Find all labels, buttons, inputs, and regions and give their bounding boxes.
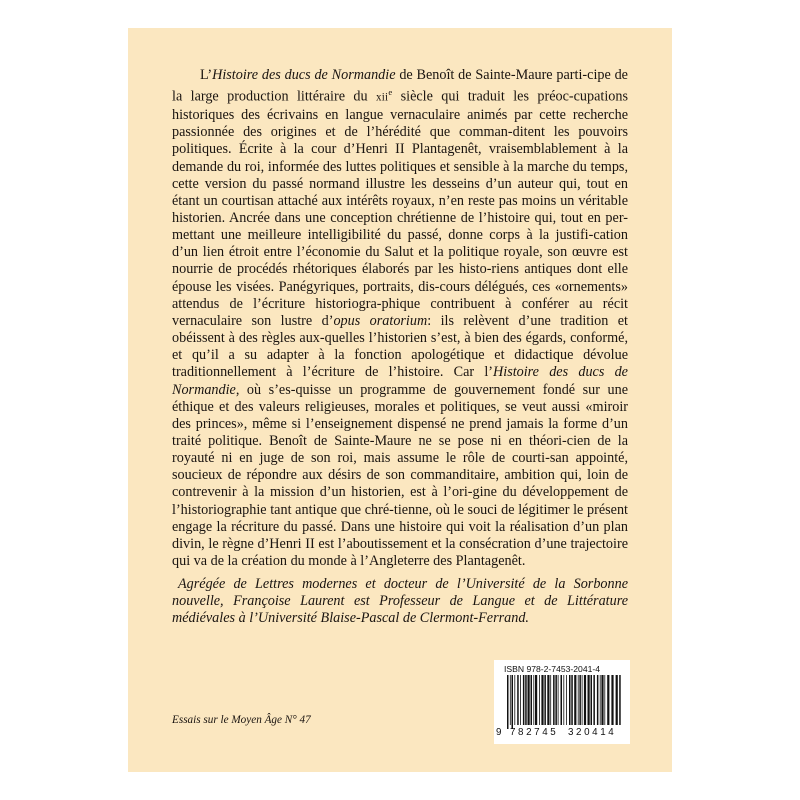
barcode-bar (531, 675, 533, 725)
barcode-bar (588, 675, 590, 725)
barcode-bar (558, 675, 559, 725)
barcode-bar (555, 675, 557, 725)
barcode-bar (578, 675, 579, 725)
ordinal-suffix: e (388, 87, 393, 98)
barcode-digits-left: 782745 (510, 727, 559, 738)
text-run: , où s’es-quisse un programme de gouvernement fondé sur une éthique et des valeurs religieuses, morales et politiques, se veut aussi «miroir des princes», même si l’enseignement dispensé ne prend jamais la forme d’un traité politique. Benoît de Sainte-Maure ne se pose ni en théori-cien de la royauté ni en juge de son roi, mais assume le rôle de courti-san appointé, soucieux de répondre aux désirs de son commanditaire, ambition qui, loin de contrevenir à la mission d’un historien, est à l’ori-gine du développement de l’historiographie tant antique que chré-tienne, où le souci de légitimer le présent engage la récriture du passé. Dans une histoire qui voit la réalisation d’un plan divin, le règne d’Henri II est l’aboutissement et la consécration d’une trajectoire qui va de la création du monde à l’Angleterre des Plantagenêt. (172, 381, 628, 570)
series-label: Essais sur le Moyen Âge N° 47 (172, 714, 311, 726)
barcode-bar (507, 675, 509, 729)
barcode-bar (523, 675, 525, 725)
barcode-bar (520, 675, 521, 725)
barcode-bar (607, 675, 609, 725)
barcode-bar (563, 675, 564, 725)
text-run: de Benoît de Sainte-Maure parti-cipe de la large production littéraire du (172, 67, 628, 105)
book-title: Histoire des ducs de Normandie (212, 67, 396, 83)
text-run: siècle qui traduit les préoc-cupations historiques des écrivains en langue vernaculaire animés par cette recherche passionnée des origines et de l’hérédité que comman-ditent les pouvoirs politiques. Écrite à la cour d’Henri II Plantagenêt, vraisemblablement à la demande du roi, informée des luttes politiques et sensible à la marche du temps, cette version du passé normand illustre les desseins d’un auteur qui, tout en étant un courtisan attaché aux intérêts royaux, n’en reste pas moins un véritable historien. Ancrée dans une conception chrétienne de l’histoire qui, tout en per-mettant une meilleure intelligibilité du passé, donne corps à la justifi-cation d’un lien étroit entre l’économie du Salut et la politique royale, son œuvre est nourrie de procédés rhétoriques élaborés par les histo-riens antiques dont elle épouse les visées. Panégyriques, portraits, dis-cours délégués, ces «ornements» attendus de l’écriture historiogra-phique contribuent à conférer au récit vernaculaire son lustre d’ (172, 88, 628, 329)
latin-term: opus oratorium (333, 312, 428, 329)
barcode-bar (604, 675, 605, 725)
description-text (172, 67, 628, 570)
barcode-bar (584, 675, 586, 725)
barcode-bar (582, 675, 583, 725)
barcode-digit-prefix: 9 (496, 727, 502, 738)
barcode-bar (517, 675, 519, 725)
barcode-bar (539, 675, 540, 725)
barcode-bars (506, 675, 622, 729)
isbn-label: ISBN 978-2-7453-2041-4 (504, 664, 601, 674)
barcode (494, 660, 630, 744)
text-run: L’ (200, 67, 213, 83)
barcode-bar (535, 675, 537, 725)
barcode-bar (553, 675, 555, 725)
barcode-bar (593, 675, 595, 725)
century-numeral: xii (375, 91, 389, 104)
barcode-bar (547, 675, 549, 725)
barcode-bar (541, 675, 543, 725)
barcode-bar (512, 675, 514, 729)
barcode-bar (574, 675, 576, 725)
barcode-bar (571, 675, 573, 725)
barcode-bar (528, 675, 530, 725)
barcode-bar (510, 675, 511, 725)
barcode-bar (597, 675, 599, 725)
barcode-digits-right: 320414 (568, 727, 617, 738)
barcode-bar (550, 675, 551, 725)
barcode-bar (600, 675, 601, 725)
barcode-bar (616, 675, 618, 725)
description-paragraph (172, 67, 628, 570)
barcode-bar (619, 675, 621, 725)
barcode-bar (525, 675, 527, 725)
barcode-bar (561, 675, 563, 725)
barcode-bar (611, 675, 613, 725)
barcode-bar (579, 675, 581, 725)
author-bio: Agrégée de Lettres modernes et docteur de l’Université de la Sorbonne nouvelle, Françoise Laurent est Professeur de Langue et de Littérature médiévales à l’Université Blaise-Pascal de Clermont-Ferrand. (172, 576, 628, 627)
barcode-bar (566, 675, 567, 725)
book-title: Histoire des ducs de Normandie (172, 364, 628, 398)
barcode-bar (514, 675, 515, 725)
text-run: : ils relèvent d’une tradition et obéissent à des règles aux-quelles l’historien s’est, à bien des égards, conformé, et qu’il a su adapter à la fonction apologétique et didactique dévolue traditionnellement à l’écriture de l’histoire. Car l’ (172, 312, 628, 381)
barcode-bar (591, 675, 593, 725)
barcode-bar (544, 675, 546, 725)
barcode-bar (601, 675, 603, 725)
barcode-bar (569, 675, 571, 725)
barcode-bar (533, 675, 534, 725)
